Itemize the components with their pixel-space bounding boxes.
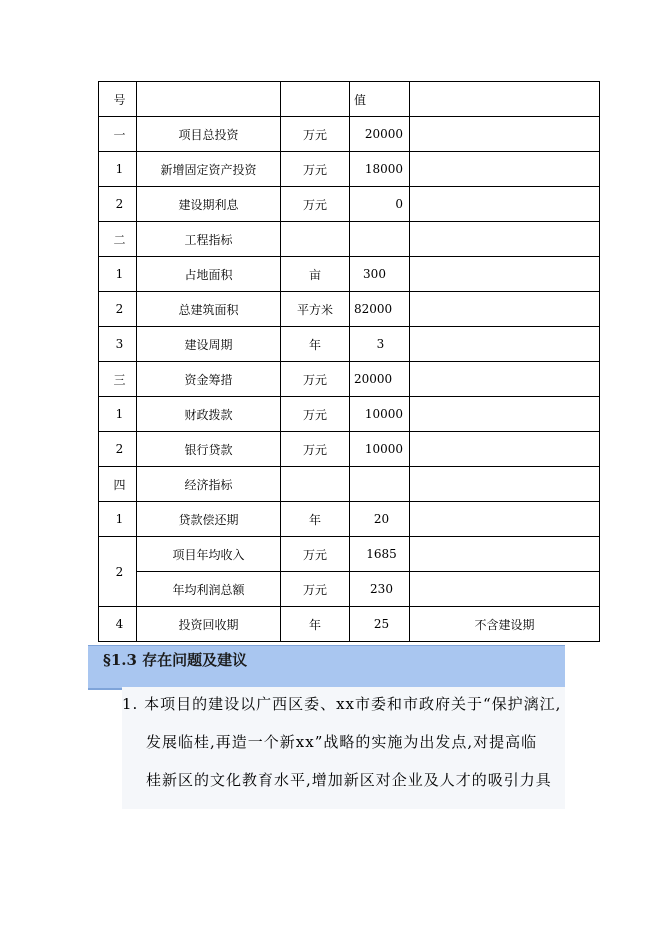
table-header-row xyxy=(99,82,600,117)
row-item: 项目总投资 xyxy=(137,117,281,152)
row-no: 2 xyxy=(99,292,137,327)
paragraph-line-2: 发展临桂,再造一个新xx”战略的实施为出发点,对提高临 xyxy=(146,733,538,751)
header-unit xyxy=(281,82,350,117)
paragraph-line-3: 桂新区的文化教育水平,增加新区对企业及人才的吸引力具 xyxy=(146,771,552,789)
table-row xyxy=(99,467,600,502)
header-note xyxy=(410,82,600,117)
row-no: 1 xyxy=(99,257,137,292)
row-value: 10000 xyxy=(350,432,410,467)
row-item: 投资回收期 xyxy=(137,607,281,642)
table-row xyxy=(99,257,600,292)
paragraph-line-1: 1. 本项目的建设以广西区委、xx市委和市政府关于“保护漓江, xyxy=(122,695,562,713)
header-item xyxy=(137,82,281,117)
row-no: 2 xyxy=(99,187,137,222)
row-note xyxy=(410,222,600,257)
table-row xyxy=(99,607,600,642)
row-value: 230 xyxy=(350,572,410,607)
table-row xyxy=(99,327,600,362)
table-row xyxy=(99,152,600,187)
row-no: 4 xyxy=(99,607,137,642)
row-no: 1 xyxy=(99,152,137,187)
row-value: 3 xyxy=(350,327,410,362)
row-unit: 万元 xyxy=(281,572,350,607)
row-item: 经济指标 xyxy=(137,467,281,502)
table-row xyxy=(99,397,600,432)
row-no: 2 xyxy=(99,432,137,467)
row-item: 项目年均收入 xyxy=(137,537,281,572)
row-unit xyxy=(281,467,350,502)
table-row xyxy=(99,187,600,222)
investment-table xyxy=(98,81,600,642)
table-row xyxy=(99,222,600,257)
row-value: 20000 xyxy=(350,117,410,152)
row-no: 3 xyxy=(99,327,137,362)
body-paragraph xyxy=(122,685,567,799)
row-note xyxy=(410,257,600,292)
row-note xyxy=(410,152,600,187)
row-note xyxy=(410,467,600,502)
table-row xyxy=(99,432,600,467)
row-unit: 万元 xyxy=(281,152,350,187)
row-value: 0 xyxy=(350,187,410,222)
row-unit: 年 xyxy=(281,327,350,362)
row-unit: 万元 xyxy=(281,537,350,572)
row-item: 建设期利息 xyxy=(137,187,281,222)
header-value: 值 xyxy=(350,82,410,117)
row-value: 20 xyxy=(350,502,410,537)
row-note xyxy=(410,292,600,327)
row-item: 年均利润总额 xyxy=(137,572,281,607)
table-row xyxy=(99,572,600,607)
row-value xyxy=(350,467,410,502)
section-title: §1.3 存在问题及建议 xyxy=(103,651,248,669)
row-no: 1 xyxy=(99,502,137,537)
row-unit: 平方米 xyxy=(281,292,350,327)
row-item: 总建筑面积 xyxy=(137,292,281,327)
row-value: 20000 xyxy=(350,362,410,397)
row-item: 工程指标 xyxy=(137,222,281,257)
row-unit: 万元 xyxy=(281,432,350,467)
row-no: 三 xyxy=(99,362,137,397)
table-row xyxy=(99,502,600,537)
row-note xyxy=(410,117,600,152)
row-value: 1685 xyxy=(350,537,410,572)
row-no: 二 xyxy=(99,222,137,257)
row-note xyxy=(410,572,600,607)
row-note xyxy=(410,537,600,572)
row-unit: 万元 xyxy=(281,187,350,222)
table-row xyxy=(99,117,600,152)
row-value: 82000 xyxy=(350,292,410,327)
row-value: 25 xyxy=(350,607,410,642)
row-value: 18000 xyxy=(350,152,410,187)
row-item: 占地面积 xyxy=(137,257,281,292)
row-note xyxy=(410,502,600,537)
row-value: 300 xyxy=(350,257,410,292)
row-note xyxy=(410,362,600,397)
row-note: 不含建设期 xyxy=(410,607,600,642)
row-item: 建设周期 xyxy=(137,327,281,362)
row-unit: 万元 xyxy=(281,117,350,152)
row-no: 2 xyxy=(99,537,137,607)
row-item: 银行贷款 xyxy=(137,432,281,467)
row-note xyxy=(410,397,600,432)
row-item: 新增固定资产投资 xyxy=(137,152,281,187)
row-value: 10000 xyxy=(350,397,410,432)
table-row xyxy=(99,537,600,572)
row-no: 四 xyxy=(99,467,137,502)
header-no: 号 xyxy=(99,82,137,117)
row-no: 一 xyxy=(99,117,137,152)
row-note xyxy=(410,432,600,467)
row-note xyxy=(410,327,600,362)
row-item: 贷款偿还期 xyxy=(137,502,281,537)
row-item: 资金筹措 xyxy=(137,362,281,397)
row-unit: 亩 xyxy=(281,257,350,292)
row-note xyxy=(410,187,600,222)
table-row xyxy=(99,362,600,397)
row-unit: 年 xyxy=(281,502,350,537)
row-unit: 年 xyxy=(281,607,350,642)
row-unit: 万元 xyxy=(281,397,350,432)
row-unit: 万元 xyxy=(281,362,350,397)
row-value xyxy=(350,222,410,257)
table-row xyxy=(99,292,600,327)
row-unit xyxy=(281,222,350,257)
row-no: 1 xyxy=(99,397,137,432)
row-item: 财政拨款 xyxy=(137,397,281,432)
